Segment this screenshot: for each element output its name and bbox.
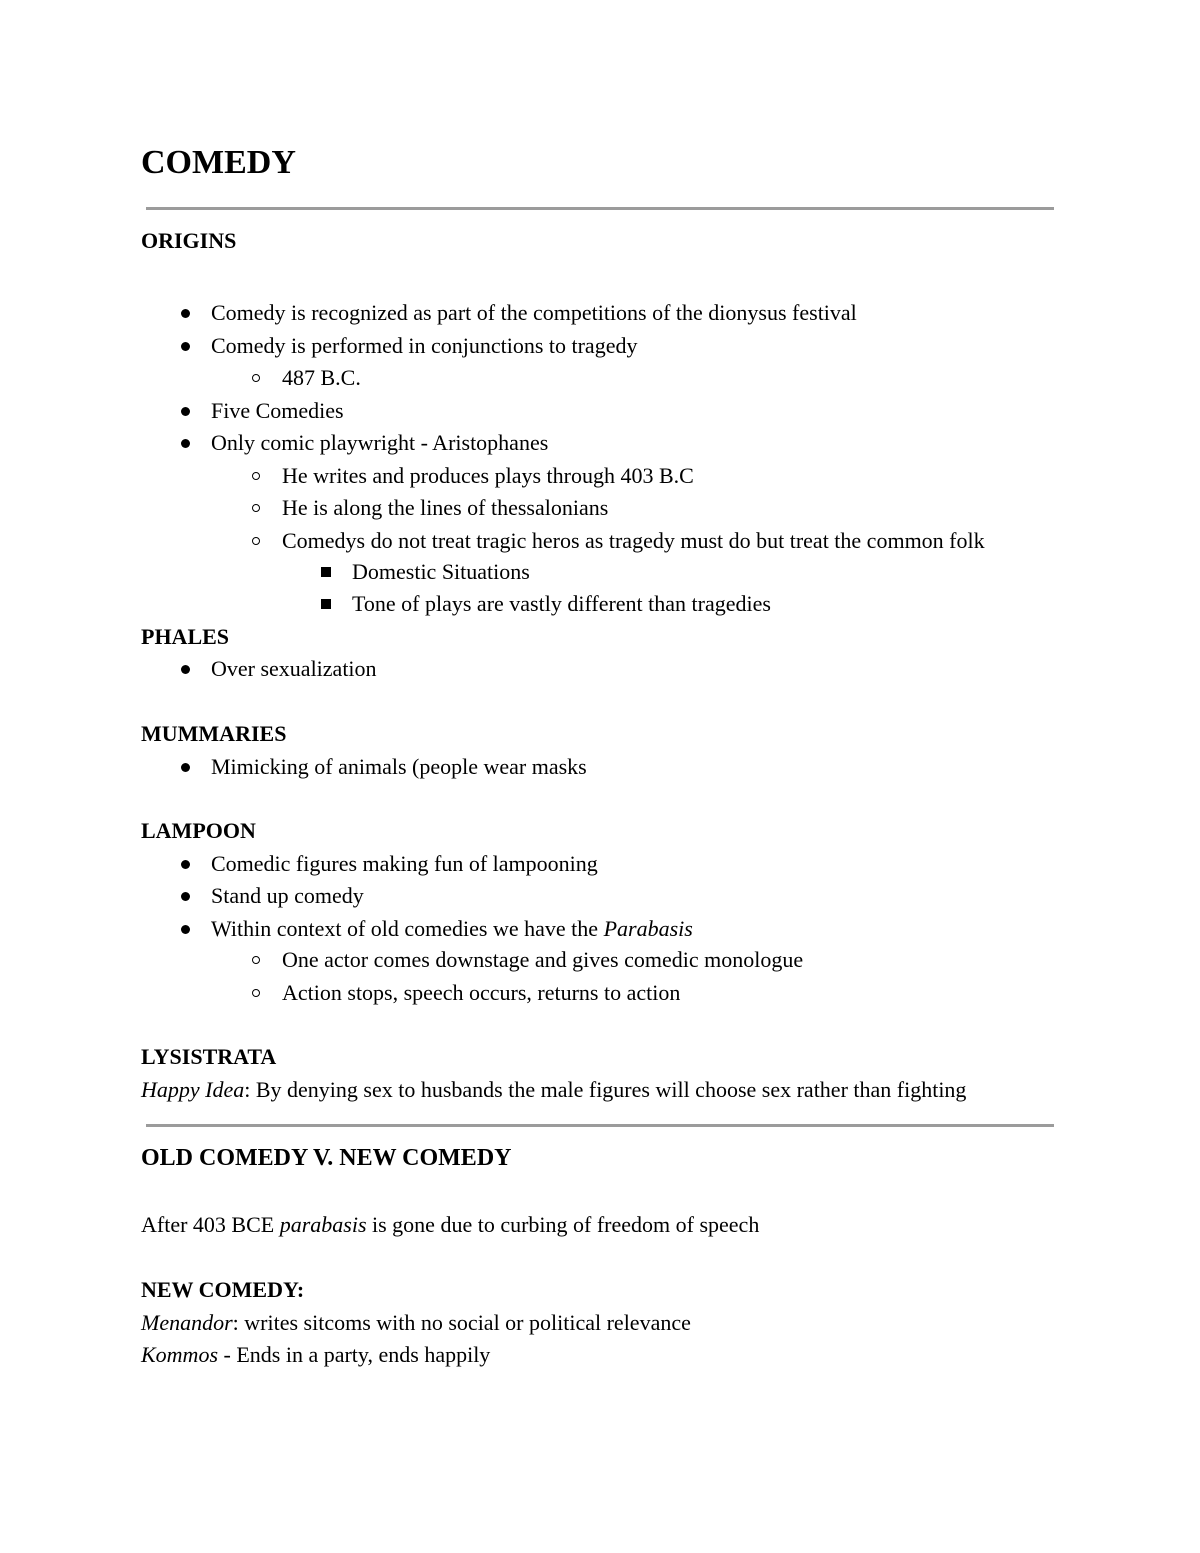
bullet-disc-icon xyxy=(179,851,191,877)
list-item xyxy=(0,980,1200,1006)
menandor-term: Menandor xyxy=(141,1310,233,1335)
list-item-text: Five Comedies xyxy=(211,398,344,423)
section-heading-lampoon: LAMPOON xyxy=(141,818,256,843)
old-vs-new-statement xyxy=(141,1212,759,1238)
list-item-text: Comedys do not treat tragic heros as tragedy must do but treat the common folk xyxy=(282,528,985,553)
bullet-circle-icon xyxy=(250,365,262,391)
horizontal-rule xyxy=(146,1124,1054,1127)
list-item xyxy=(0,559,1200,585)
statement-text-pre: After 403 BCE xyxy=(141,1212,280,1237)
list-item xyxy=(0,947,1200,973)
list-item xyxy=(0,463,1200,489)
list-item-text: Comedic figures making fun of lampooning xyxy=(211,851,598,876)
happy-idea-term: Happy Idea xyxy=(141,1077,245,1102)
bullet-disc-icon xyxy=(179,754,191,780)
bullet-disc-icon xyxy=(179,916,191,942)
section-heading-old-vs-new: OLD COMEDY V. NEW COMEDY xyxy=(141,1145,512,1171)
list-item-text: Mimicking of animals (people wear masks xyxy=(211,754,587,779)
list-item-text: Only comic playwright - Aristophanes xyxy=(211,430,549,455)
list-item-text: Comedy is performed in conjunctions to tragedy xyxy=(211,333,638,358)
bullet-circle-icon xyxy=(250,980,262,1006)
list-item-text: Stand up comedy xyxy=(211,883,364,908)
section-heading-mummaries: MUMMARIES xyxy=(141,721,287,746)
bullet-square-icon xyxy=(320,559,332,585)
list-item-text: 487 B.C. xyxy=(282,365,361,390)
list-item xyxy=(0,430,1200,456)
section-heading-new-comedy: NEW COMEDY: xyxy=(141,1277,305,1302)
statement-text-post: is gone due to curbing of freedom of speech xyxy=(366,1212,760,1237)
list-item xyxy=(0,591,1200,617)
bullet-disc-icon xyxy=(179,398,191,424)
list-item xyxy=(0,656,1200,682)
section-heading-lysistrata: LYSISTRATA xyxy=(141,1044,277,1069)
list-item xyxy=(0,754,1200,780)
bullet-disc-icon xyxy=(179,656,191,682)
kommos-text: - Ends in a party, ends happily xyxy=(218,1342,491,1367)
parabasis-term: Parabasis xyxy=(603,916,693,941)
bullet-circle-icon xyxy=(250,495,262,521)
list-item-text: One actor comes downstage and gives comedic monologue xyxy=(282,947,804,972)
list-item-text xyxy=(211,916,693,942)
horizontal-rule xyxy=(146,207,1054,210)
bullet-circle-icon xyxy=(250,463,262,489)
bullet-circle-icon xyxy=(250,947,262,973)
list-item xyxy=(0,851,1200,877)
list-item-text: He writes and produces plays through 403 B.C xyxy=(282,463,694,488)
list-item xyxy=(0,883,1200,909)
menandor-text: : writes sitcoms with no social or political relevance xyxy=(232,1310,691,1335)
bullet-disc-icon xyxy=(179,333,191,359)
section-heading-origins: ORIGINS xyxy=(141,228,237,253)
list-item-text: Domestic Situations xyxy=(352,559,530,584)
list-item xyxy=(0,495,1200,521)
bullet-disc-icon xyxy=(179,883,191,909)
happy-idea-text: : By denying sex to husbands the male figures will choose sex rather than fighting xyxy=(244,1077,967,1102)
menandor-line xyxy=(141,1310,691,1336)
list-item-text: Action stops, speech occurs, returns to action xyxy=(282,980,681,1005)
list-item xyxy=(0,333,1200,359)
list-item xyxy=(0,528,1200,554)
list-item xyxy=(0,916,1200,942)
parabasis-term: parabasis xyxy=(279,1212,367,1237)
list-item xyxy=(0,398,1200,424)
list-item-text-plain: Within context of old comedies we have the xyxy=(211,916,604,941)
kommos-line xyxy=(141,1342,490,1368)
list-item-text: Tone of plays are vastly different than tragedies xyxy=(352,591,771,616)
list-item-text: Over sexualization xyxy=(211,656,377,681)
list-item-text: Comedy is recognized as part of the competitions of the dionysus festival xyxy=(211,300,857,325)
list-item-text: He is along the lines of thessalonians xyxy=(282,495,609,520)
bullet-circle-icon xyxy=(250,528,262,554)
bullet-disc-icon xyxy=(179,300,191,326)
list-item xyxy=(0,365,1200,391)
document-title: COMEDY xyxy=(141,144,296,181)
list-item xyxy=(0,300,1200,326)
bullet-square-icon xyxy=(320,591,332,617)
kommos-term: Kommos xyxy=(141,1342,219,1367)
section-heading-phales: PHALES xyxy=(141,624,230,649)
bullet-disc-icon xyxy=(179,430,191,456)
lysistrata-happy-idea xyxy=(141,1077,966,1103)
